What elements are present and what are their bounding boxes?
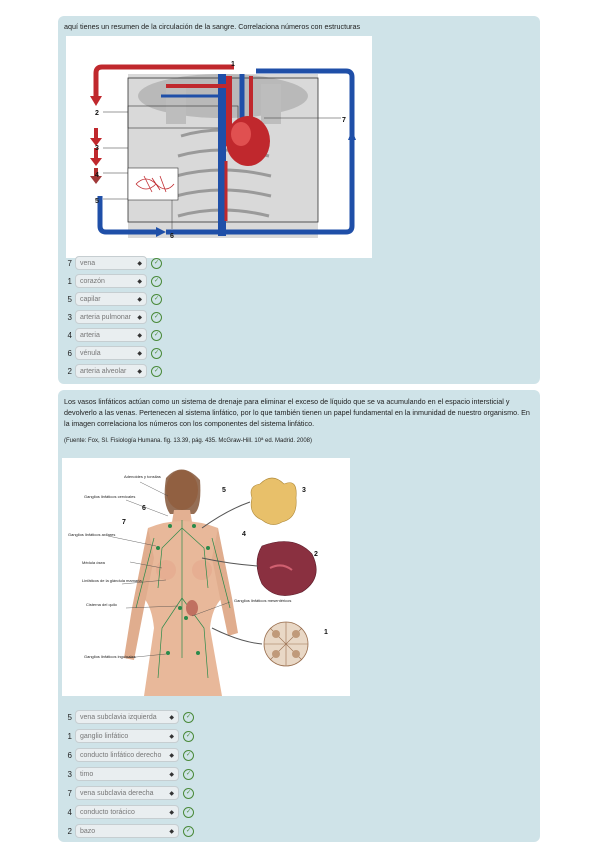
chevron-down-icon: ◆ <box>137 350 142 357</box>
check-icon: ✓ <box>183 826 194 837</box>
check-icon: ✓ <box>151 294 162 305</box>
answer-row <box>64 272 162 290</box>
question-panel-lymphatic <box>58 390 540 842</box>
answer-number: 2 <box>67 826 72 836</box>
figure-number: 2 <box>314 551 318 558</box>
figure-label: Adenoides y tonsilas <box>124 474 161 479</box>
check-icon: ✓ <box>151 312 162 323</box>
chevron-down-icon: ◆ <box>137 368 142 375</box>
diagram-label: 2 <box>95 110 99 117</box>
check-icon: ✓ <box>183 788 194 799</box>
figure-number: 7 <box>122 519 126 526</box>
chevron-down-icon: ◆ <box>137 296 142 303</box>
figure-number: 5 <box>222 487 226 494</box>
check-icon: ✓ <box>151 348 162 359</box>
answer-number: 2 <box>67 366 72 376</box>
chevron-down-icon: ◆ <box>169 809 174 816</box>
answer-select[interactable]: vena subclavia izquierda ◆ <box>75 710 179 724</box>
diagram-label: 7 <box>342 117 346 124</box>
diagram-label: 6 <box>170 233 174 240</box>
answer-select[interactable]: corazón ◆ <box>75 274 147 288</box>
figure-label: Ganglios linfáticos inguinales <box>84 654 136 659</box>
answer-row <box>64 803 194 821</box>
figure-label: Ganglios linfáticos axilares <box>68 532 116 537</box>
answer-select[interactable]: vénula ◆ <box>75 346 147 360</box>
answer-select[interactable]: vena ◆ <box>75 256 147 270</box>
diagram-label: 4 <box>95 172 99 179</box>
answer-number: 4 <box>67 807 72 817</box>
check-icon: ✓ <box>151 258 162 269</box>
figure-label: Linfáticos de la glándula mamaria <box>82 578 142 583</box>
answer-select[interactable]: arteria pulmonar ◆ <box>75 310 147 324</box>
lymphatic-diagram <box>62 458 350 696</box>
answer-row <box>64 727 194 745</box>
answer-row <box>64 765 194 783</box>
figure-label: Ganglios linfáticos cervicales <box>84 494 136 499</box>
figure-number: 3 <box>302 487 306 494</box>
diagram-label: 1 <box>231 61 235 68</box>
figure-number: 4 <box>242 531 246 538</box>
check-icon: ✓ <box>183 769 194 780</box>
answer-select[interactable]: timo ◆ <box>75 767 179 781</box>
answer-row <box>64 822 194 840</box>
chevron-down-icon: ◆ <box>169 828 174 835</box>
check-icon: ✓ <box>151 330 162 341</box>
chevron-down-icon: ◆ <box>169 790 174 797</box>
circulation-diagram <box>66 36 372 258</box>
answer-select[interactable]: capilar ◆ <box>75 292 147 306</box>
figure-label: Médula ósea <box>82 560 105 565</box>
answer-number: 5 <box>67 712 72 722</box>
answer-select[interactable]: arteria alveolar ◆ <box>75 364 147 378</box>
answer-row <box>64 344 162 362</box>
question-text: Los vasos linfáticos actúan como un sistema de drenaje para eliminar el exceso de líquido que se va acumulando en el espacio intersticial y devolverlo a las venas. Pertenecen al sistema linfático, por lo que también tienen un papel fundamental en la inmunidad de nuestro organismo. En la imagen correlaciona los números con los componentes del sistema linfático. <box>64 397 530 428</box>
answer-number: 1 <box>67 276 72 286</box>
chevron-down-icon: ◆ <box>137 332 142 339</box>
chevron-down-icon: ◆ <box>169 733 174 740</box>
chevron-down-icon: ◆ <box>137 260 142 267</box>
answer-number: 1 <box>67 731 72 741</box>
answer-row <box>64 362 162 380</box>
answer-select[interactable]: vena subclavia derecha ◆ <box>75 786 179 800</box>
answer-row <box>64 708 194 726</box>
question-text: aquí tienes un resumen de la circulación de la sangre. Correlaciona números con estructuras <box>64 22 361 31</box>
answer-number: 4 <box>67 330 72 340</box>
check-icon: ✓ <box>151 366 162 377</box>
answer-number: 7 <box>67 788 72 798</box>
check-icon: ✓ <box>183 712 194 723</box>
answer-select[interactable]: ganglio linfático ◆ <box>75 729 179 743</box>
chevron-down-icon: ◆ <box>169 752 174 759</box>
answer-select[interactable]: arteria ◆ <box>75 328 147 342</box>
check-icon: ✓ <box>183 731 194 742</box>
diagram-label: 3 <box>95 145 99 152</box>
chevron-down-icon: ◆ <box>169 771 174 778</box>
question-panel-circulation <box>58 16 540 384</box>
answer-select[interactable]: conducto torácico ◆ <box>75 805 179 819</box>
figure-label: Ganglios linfáticos mesentéricos <box>234 598 292 603</box>
answer-number: 3 <box>67 769 72 779</box>
source-citation: (Fuente: Fox, SI. Fisiología Humana. fig. 13.39, pág. 435. McGraw-Hill. 10ª ed. Madrid. 2008) <box>64 438 313 444</box>
check-icon: ✓ <box>183 807 194 818</box>
answer-row <box>64 746 194 764</box>
answer-row <box>64 326 162 344</box>
answer-row <box>64 290 162 308</box>
diagram-label: 5 <box>95 198 99 205</box>
answer-number: 3 <box>67 312 72 322</box>
answer-number: 6 <box>67 750 72 760</box>
answer-row <box>64 308 162 326</box>
chevron-down-icon: ◆ <box>137 314 142 321</box>
figure-label: Cisterna del quilo <box>86 602 117 607</box>
answer-select[interactable]: conducto linfático derecho ◆ <box>75 748 179 762</box>
chevron-down-icon: ◆ <box>169 714 174 721</box>
figure-number: 6 <box>142 505 146 512</box>
answer-number: 5 <box>67 294 72 304</box>
chevron-down-icon: ◆ <box>137 278 142 285</box>
answer-row <box>64 254 162 272</box>
answer-number: 6 <box>67 348 72 358</box>
answer-select[interactable]: bazo ◆ <box>75 824 179 838</box>
answer-row <box>64 784 194 802</box>
check-icon: ✓ <box>183 750 194 761</box>
figure-number: 1 <box>324 629 328 636</box>
answer-number: 7 <box>67 258 72 268</box>
check-icon: ✓ <box>151 276 162 287</box>
